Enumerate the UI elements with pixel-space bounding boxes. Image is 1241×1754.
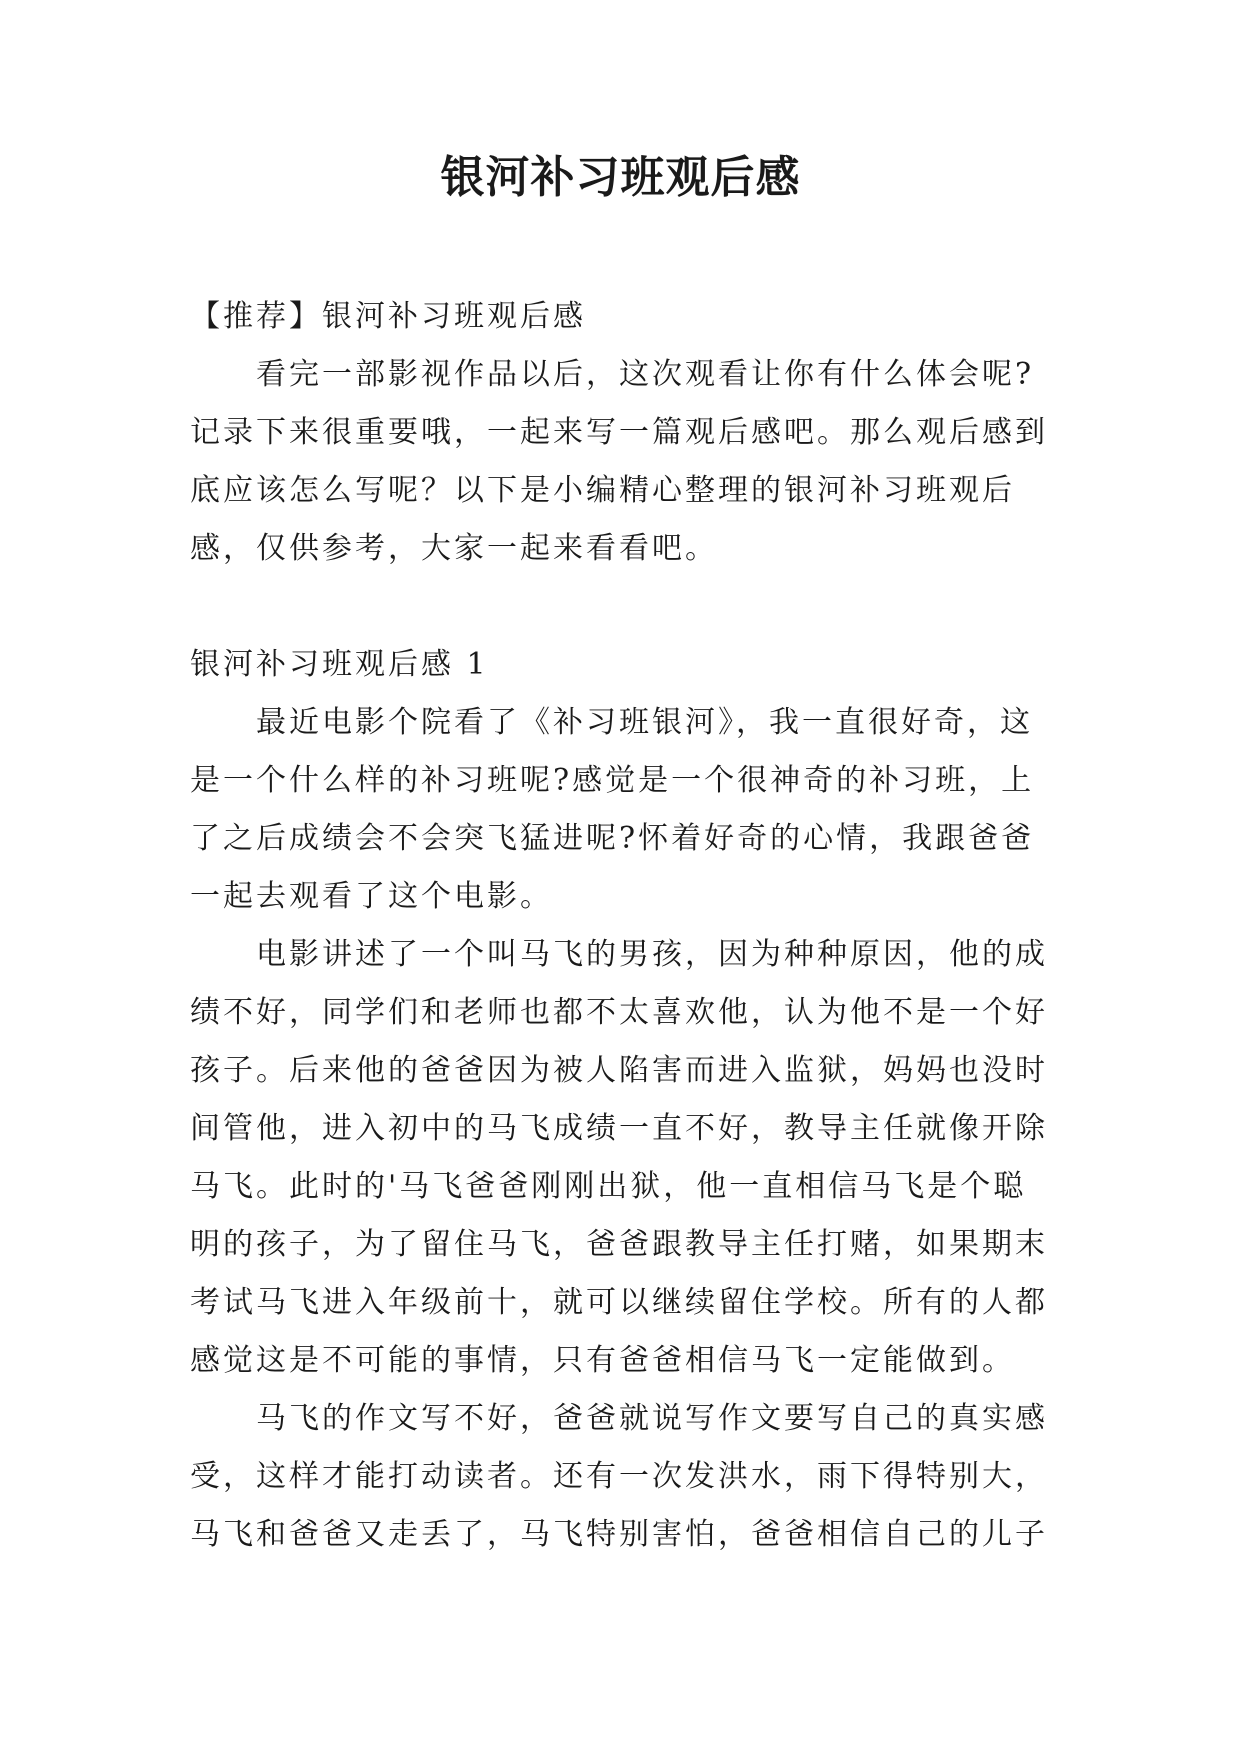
document-title: 银河补习班观后感	[440, 152, 801, 203]
paragraph-gap	[190, 578, 1070, 636]
text-line: 间管他，进入初中的马飞成绩一直不好，教导主任就像开除	[190, 1111, 1048, 1146]
text-line: 明的孩子，为了留住马飞，爸爸跟教导主任打赌，如果期末	[190, 1227, 1048, 1262]
text-line: 电影讲述了一个叫马飞的男孩，因为种种原因，他的成	[256, 937, 1048, 972]
text-line: 感觉这是不可能的事情，只有爸爸相信马飞一定能做到。	[190, 1343, 1015, 1378]
paragraph-1	[190, 694, 1070, 926]
text-line: 了之后成绩会不会突飞猛进呢?怀着好奇的心情，我跟爸爸	[190, 821, 1035, 856]
text-line: 感，仅供参考，大家一起来看看吧。	[190, 531, 718, 566]
intro-paragraph	[190, 346, 1070, 578]
text-line: 考试马飞进入年级前十，就可以继续留住学校。所有的人都	[190, 1285, 1048, 1320]
text-line: 底应该怎么写呢？以下是小编精心整理的银河补习班观后	[190, 473, 1015, 508]
text-line: 一起去观看了这个电影。	[190, 879, 553, 914]
paragraph-2	[190, 926, 1070, 1390]
text-line: 绩不好，同学们和老师也都不太喜欢他，认为他不是一个好	[190, 995, 1048, 1030]
intro-heading: 【推荐】银河补习班观后感	[190, 299, 586, 334]
text-line: 孩子。后来他的爸爸因为被人陷害而进入监狱，妈妈也没时	[190, 1053, 1048, 1088]
paragraph-3	[190, 1390, 1070, 1564]
text-line: 马飞。此时的'马飞爸爸刚刚出狱，他一直相信马飞是个聪	[190, 1169, 1027, 1204]
text-line: 是一个什么样的补习班呢?感觉是一个很神奇的补习班，上	[190, 763, 1035, 798]
document-body	[190, 288, 1070, 1564]
text-line: 受，这样才能打动读者。还有一次发洪水，雨下得特别大，	[190, 1459, 1048, 1494]
text-line: 看完一部影视作品以后，这次观看让你有什么体会呢?	[256, 357, 1035, 392]
section-heading: 银河补习班观后感 1	[190, 647, 489, 682]
text-line: 马飞和爸爸又走丢了，马飞特别害怕，爸爸相信自己的儿子	[190, 1517, 1048, 1552]
text-line: 记录下来很重要哦，一起来写一篇观后感吧。那么观后感到	[190, 415, 1048, 450]
text-line: 最近电影个院看了《补习班银河》，我一直很好奇，这	[256, 705, 1033, 740]
text-line: 马飞的作文写不好，爸爸就说写作文要写自己的真实感	[256, 1401, 1048, 1436]
